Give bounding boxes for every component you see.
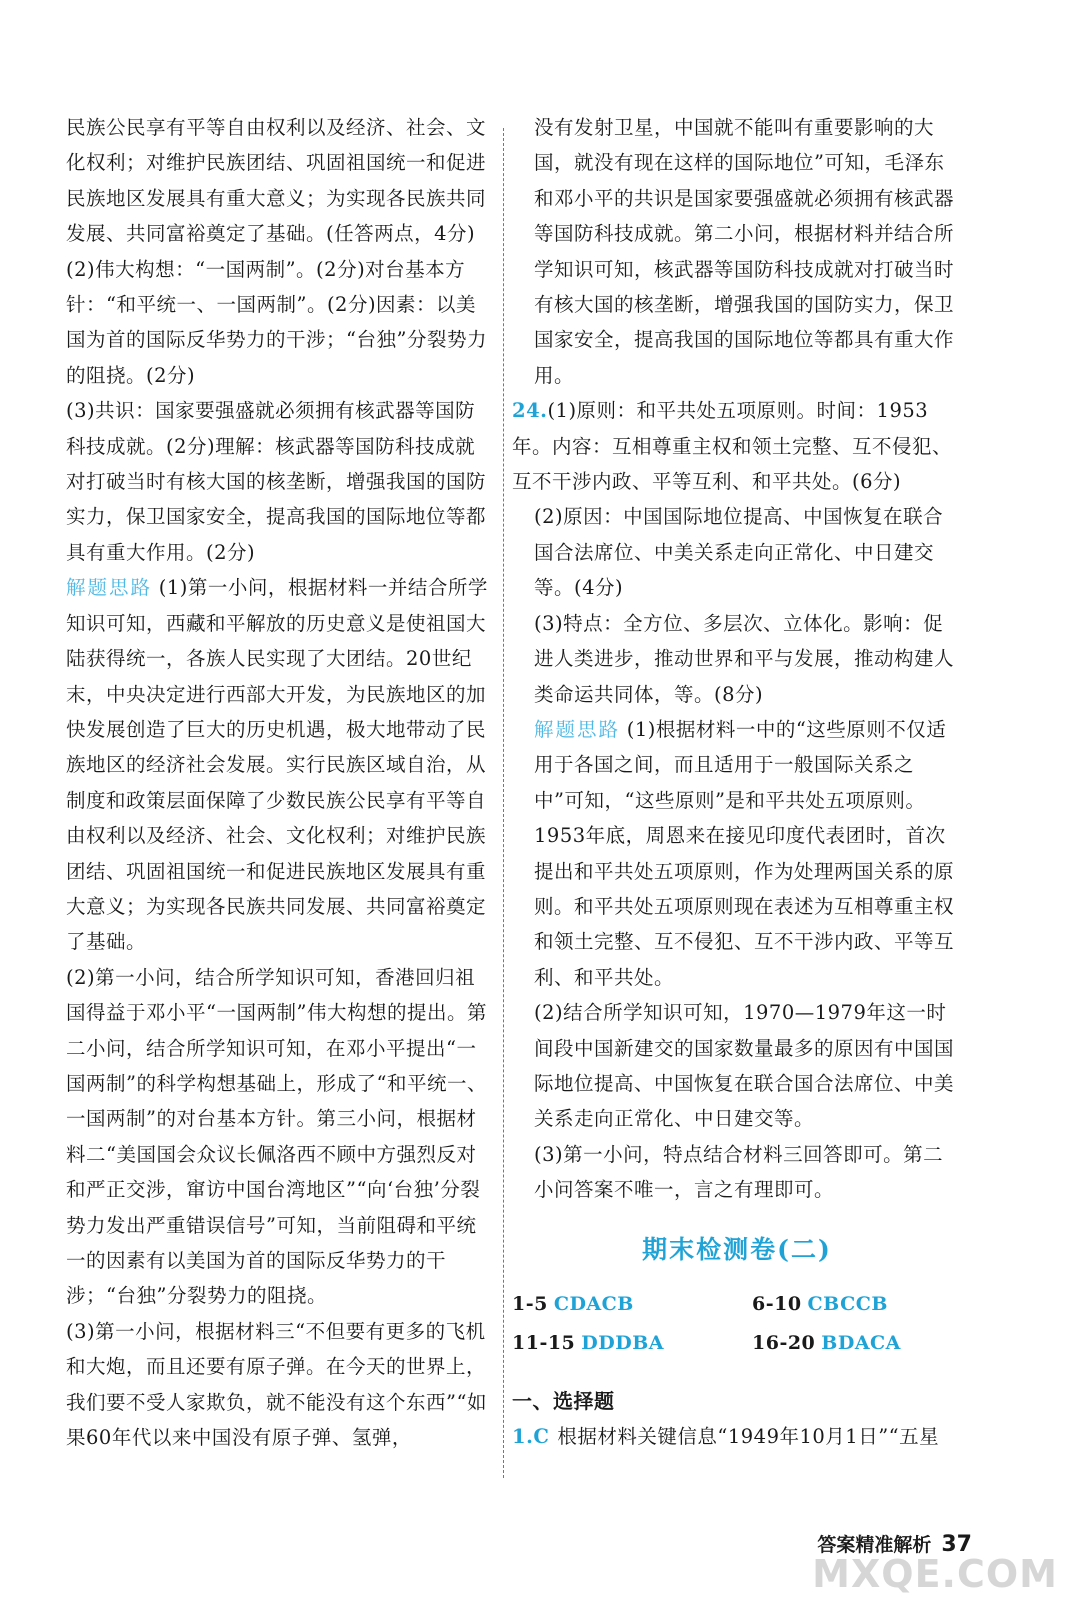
answer-range: 6-10 — [752, 1293, 802, 1315]
answer-key: CDACB — [553, 1293, 634, 1315]
hint-paragraph: (2)第一小问，结合所学知识可知，香港回归祖国得益于邓小平“一国两制”伟大构想的提出。第二小问，结合所学知识可知，在邓小平提出“一国两制”的科学构想基础上，形成了“和平统一、一国两制”的对台基本方针。第三小问，根据材料二“美国国会众议长佩洛西不顾中方强烈反对和严正交涉，窜访中国台湾地区”“向‘台独’分裂势力发出严重错误信号”可知，当前阻碍和平统一的因素有以美国为首的国际反华势力的干涉；“台独”分裂势力的阻挠。 — [66, 965, 487, 1308]
hint-paragraph: 没有发射卫星，中国就不能叫有重要影响的大国，就没有现在这样的国际地位”可知，毛泽东和邓小平的共识是国家要强盛就必须拥有核武器等国防科技成就。第二小问，根据材料并结合所学知识可知，核武器等国防科技成就对打破当时有核大国的核垄断，增强我国的国防实力，保卫国家安全，提高我国的国际地位等都具有重大作用。 — [534, 116, 955, 387]
mc-explanation: 根据材料关键信息“1949年10月1日”“五星 — [557, 1425, 940, 1449]
hint-label: 解题思路 — [66, 576, 153, 600]
question-number: 1.C — [512, 1425, 550, 1449]
answer-paragraph: (2)伟大构想：“一国两制”。(2分)对台基本方针：“和平统一、一国两制”。(2分)因素：以美国为首的国际反华势力的干涉；“台独”分裂势力的阻挠。(2分) — [66, 257, 487, 387]
hint-paragraph — [66, 570, 494, 959]
answer-key-item — [512, 1326, 752, 1361]
left-column — [66, 110, 494, 1455]
hint-label: 解题思路 — [534, 717, 621, 741]
hint-text: (1)根据材料一中的“这些原则不仅适用于各国之间，而且适用于一般国际关系之中”可知，“这些原则”是和平共处五项原则。1953年底，周恩来在接见印度代表团时，首次提出和平共处五项原则，作为处理两国关系的原则。和平共处五项原则现在表述为互相尊重主权和领土完整、互不侵犯、互不干涉内政、平等互利、和平共处。 — [534, 717, 955, 989]
column-divider — [503, 128, 504, 1478]
answer-range: 16-20 — [752, 1332, 816, 1355]
question-number: 24. — [512, 399, 548, 423]
answer-key-grid — [512, 1287, 962, 1362]
answer-key: DDDBA — [581, 1332, 665, 1355]
hint-paragraph — [512, 712, 962, 995]
right-column — [512, 110, 962, 1455]
answer-key-item — [512, 1287, 752, 1322]
hint-text: (1)第一小问，根据材料一并结合所学知识可知，西藏和平解放的历史意义是使祖国大陆获得统一，各族人民实现了大团结。20世纪末，中央决定进行西部大开发，为民族地区的加快发展创造了巨大的历史机遇，极大地带动了民族地区的经济社会发展。实行民族区域自治，从制度和政策层面保障了少数民族公民享有平等自由权利以及经济、社会、文化权利；对维护民族团结、巩固祖国统一和促进民族地区发展具有重大意义；为实现各民族共同发展、共同富裕奠定了基础。 — [66, 576, 488, 954]
answer-paragraph: 民族公民享有平等自由权利以及经济、社会、文化权利；对维护民族团结、巩固祖国统一和促进民族地区发展具有重大意义；为实现各民族共同发展、共同富裕奠定了基础。(任答两点，4分) — [66, 116, 487, 246]
answer-key: CBCCB — [807, 1293, 888, 1315]
hint-paragraph: (2)结合所学知识可知，1970—1979年这一时间段中国新建交的国家数量最多的原因有中国国际地位提高、中国恢复在联合国合法席位、中美关系走向正常化、中日建交等。 — [534, 1001, 955, 1131]
page-number: 37 — [941, 1532, 972, 1557]
question-24-part2: (2)原因：中国国际地位提高、中国恢复在联合国合法席位、中美关系走向正常化、中日建交等。(4分) — [534, 505, 944, 600]
answer-range: 1-5 — [512, 1293, 548, 1315]
watermark-logo: MXQE.COM — [812, 1552, 1058, 1596]
hint-paragraph: (3)第一小问，特点结合材料三回答即可。第二小问答案不唯一，言之有理即可。 — [534, 1142, 944, 1202]
answer-key: BDACA — [821, 1332, 901, 1355]
question-24-part3: (3)特点：全方位、多层次、立体化。影响：促进人类进步，推动世界和平与发展，推动构建人类命运共同体，等。(8分) — [534, 611, 955, 706]
section-heading: 一、选择题 — [512, 1388, 615, 1413]
answer-text: (1)原则：和平共处五项原则。时间：1953年。内容：互相尊重主权和领土完整、互不侵犯、互不干涉内政、平等互利、和平共处。(6分) — [512, 399, 953, 494]
answer-range: 11-15 — [512, 1332, 576, 1355]
answer-key-item — [752, 1287, 952, 1322]
mc-answer-1 — [512, 1419, 962, 1454]
question-24-part1 — [512, 393, 962, 499]
hint-paragraph: (3)第一小问，根据材料三“不但要有更多的飞机和大炮，而且还要有原子弹。在今天的世界上，我们要不受人家欺负，就不能没有这个东西”“如果60年代以来中国没有原子弹、氢弹， — [66, 1319, 487, 1450]
footer-label: 答案精准解析 — [817, 1534, 932, 1556]
answer-paragraph: (3)共识：国家要强盛就必须拥有核武器等国防科技成就。(2分)理解：核武器等国防科技成就对打破当时有核大国的核垄断，增强我国的国防实力，保卫国家安全，提高我国的国际地位等都具有重大作用。(2分) — [66, 399, 487, 564]
answer-key-item — [752, 1326, 952, 1361]
section-title: 期末检测卷(二) — [642, 1234, 832, 1264]
